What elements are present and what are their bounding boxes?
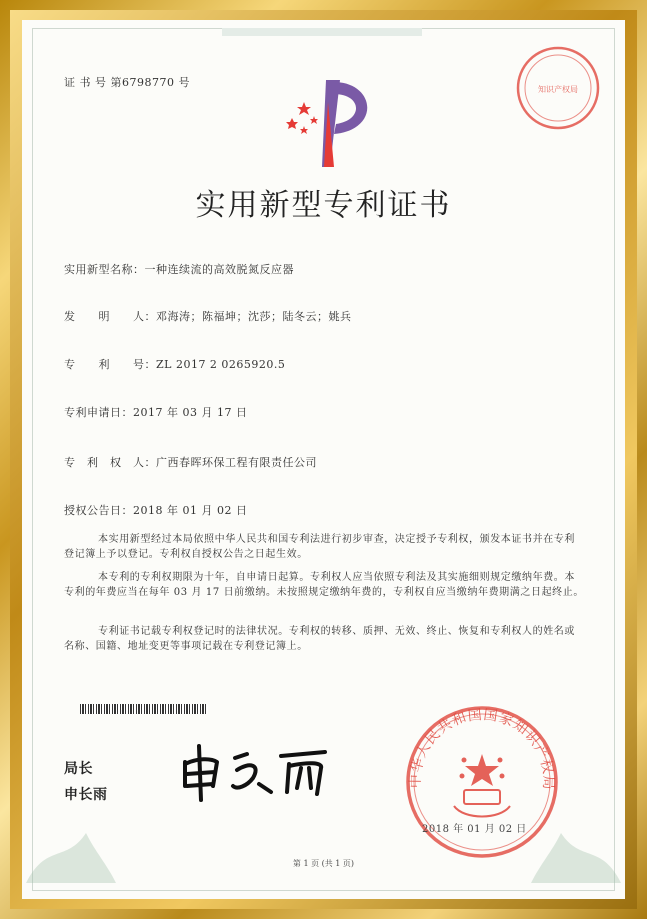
field-announcement-date	[64, 502, 247, 518]
ornament-left	[26, 823, 116, 883]
certificate-number: 证 书 号 第6798770 号	[64, 76, 190, 89]
signatory-title: 局长	[64, 761, 93, 777]
top-band-pattern	[222, 26, 422, 38]
field-value: 2017 年 03 月 17 日	[133, 406, 248, 419]
paragraph-grant: 本实用新型经过本局依照中华人民共和国专利法进行初步审查，决定授予专利权，颁发本证书并在专利登记簿上予以登记。专利权自授权公告之日起生效。	[64, 534, 575, 560]
small-stamp-text: 知识产权局	[538, 85, 578, 94]
page-footer: 第 1 页 (共 1 页)	[292, 859, 355, 868]
small-red-stamp	[514, 44, 602, 132]
field-label: 专 利 号：	[64, 358, 156, 371]
signatory-name: 申长雨	[64, 787, 108, 803]
field-value: 2018 年 01 月 02 日	[133, 504, 248, 517]
field-label: 实用新型名称：	[64, 263, 145, 276]
field-value: ZL 2017 2 0265920.5	[156, 358, 286, 371]
field-value: 广西春晖环保工程有限责任公司	[156, 456, 317, 469]
field-application-date	[64, 404, 247, 420]
handwritten-signature	[177, 734, 337, 804]
field-value: 一种连续流的高效脱氮反应器	[144, 263, 294, 276]
field-label: 发 明 人：	[64, 310, 156, 323]
stamp-date: 2018 年 01 月 02 日	[422, 824, 527, 835]
field-patentee	[64, 454, 317, 470]
field-inventors	[64, 308, 352, 324]
field-label: 专利申请日：	[64, 406, 133, 419]
paragraph-term: 本专利的专利权期限为十年，自申请日起算。专利权人应当依照专利法及其实施细则规定缴纳年费。本专利的年费应当在每年 03 月 17 日前缴纳。未按照规定缴纳年费的，专利权自应当缴纳年费期满之日起终止。	[64, 572, 584, 598]
ornament-right	[531, 823, 621, 883]
sipo-logo-icon	[284, 72, 384, 172]
certificate-title: 实用新型专利证书	[195, 188, 452, 223]
field-label: 专 利 权 人：	[64, 456, 156, 469]
field-value: 邓海涛；陈福坤；沈莎；陆冬云；姚兵	[156, 310, 352, 323]
paragraph-legal-status: 专利证书记载专利权登记时的法律状况。专利权的转移、质押、无效、终止、恢复和专利权人的姓名或名称、国籍、地址变更等事项记载在专利登记簿上。	[64, 626, 575, 652]
certificate-paper	[22, 20, 625, 899]
field-patent-number	[64, 356, 285, 372]
field-label: 授权公告日：	[64, 504, 133, 517]
stamp-ring-text: 中华人民共和国国家知识产权局	[407, 707, 557, 791]
field-name	[64, 261, 294, 277]
barcode	[80, 704, 208, 714]
